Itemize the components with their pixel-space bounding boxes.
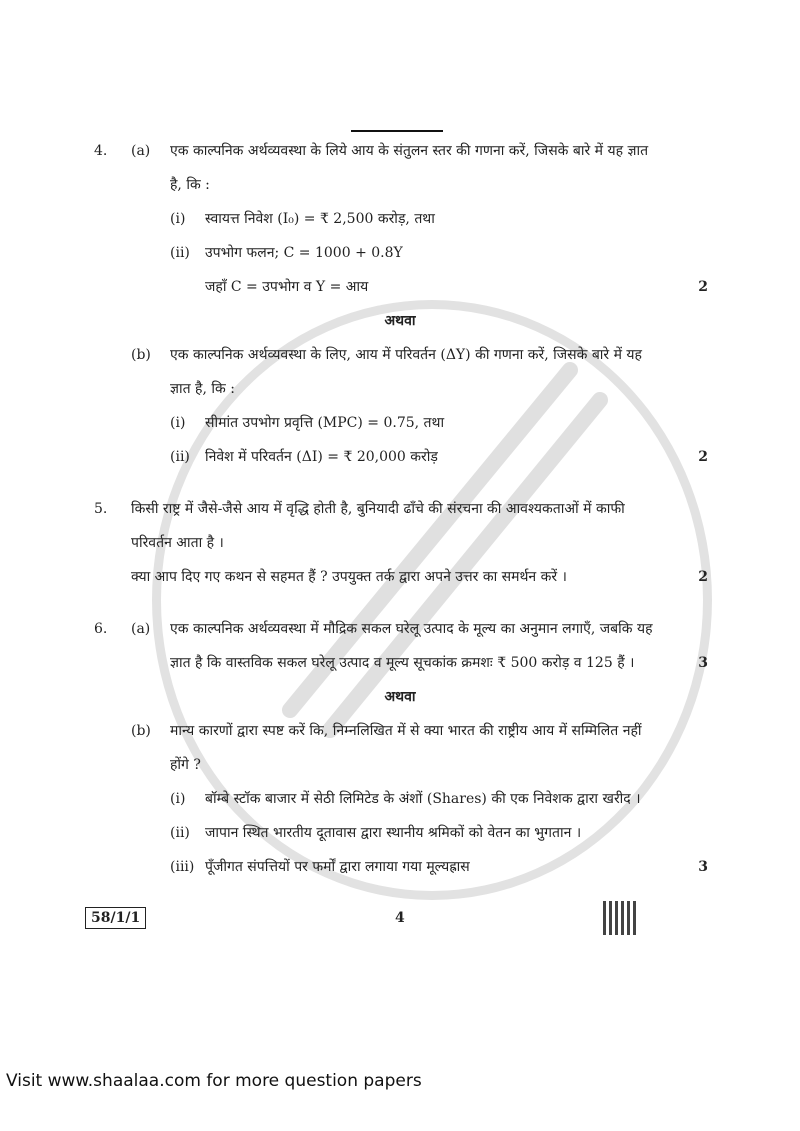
question-text: एक काल्पनिक अर्थव्यवस्था के लिए, आय में परिवर्तन (ΔY) की गणना करें, जिसके बारे में यह bbox=[170, 347, 642, 363]
question-text: क्या आप दिए गए कथन से सहमत हैं ? उपयुक्त तर्क द्वारा अपने उत्तर का समर्थन करें । bbox=[131, 569, 567, 585]
marks: 3 bbox=[698, 859, 708, 875]
question-number: 4. bbox=[94, 143, 108, 159]
subpart-text: निवेश में परिवर्तन (ΔI) = ₹ 20,000 करोड़ bbox=[205, 449, 438, 465]
question-number: 6. bbox=[94, 621, 108, 637]
or-divider: अथवा bbox=[384, 689, 416, 705]
part-label: (a) bbox=[131, 143, 151, 159]
subpart-row bbox=[94, 858, 714, 876]
question-text: है, कि : bbox=[170, 177, 210, 193]
part-label: (b) bbox=[131, 347, 151, 363]
paper-code: 58/1/1 bbox=[85, 907, 146, 929]
qr-code-icon bbox=[603, 901, 637, 935]
question-text: परिवर्तन आता है । bbox=[131, 535, 224, 551]
subpart-text: पूँजीगत संपत्तियों पर फर्मों द्वारा लगाया गया मूल्यह्रास bbox=[205, 859, 470, 875]
question-text: एक काल्पनिक अर्थव्यवस्था में मौद्रिक सकल घरेलू उत्पाद के मूल्य का अनुमान लगाएँ, जबकि यह bbox=[170, 621, 653, 637]
question-row bbox=[94, 756, 714, 774]
question-row bbox=[94, 620, 714, 638]
subpart-text: स्वायत्त निवेश (I₀) = ₹ 2,500 करोड़, तथा bbox=[205, 211, 435, 227]
top-rule bbox=[351, 130, 443, 132]
subpart-text: बॉम्बे स्टॉक बाजार में सेठी लिमिटेड के अंशों (Shares) की एक निवेशक द्वारा खरीद । bbox=[205, 791, 641, 807]
or-divider: अथवा bbox=[384, 313, 416, 329]
question-text: ज्ञात है कि वास्तविक सकल घरेलू उत्पाद व मूल्य सूचकांक क्रमशः ₹ 500 करोड़ व 125 हैं । bbox=[170, 655, 635, 671]
subpart-label: (ii) bbox=[170, 449, 190, 465]
subpart-text: उपभोग फलन; C = 1000 + 0.8Y bbox=[205, 245, 403, 261]
subpart-text: जापान स्थित भारतीय दूतावास द्वारा स्थानीय श्रमिकों को वेतन का भुगतान । bbox=[205, 825, 582, 841]
question-row bbox=[94, 346, 714, 364]
subpart-label: (i) bbox=[170, 211, 186, 227]
subpart-row bbox=[94, 244, 714, 262]
question-row bbox=[94, 568, 714, 586]
question-text: होंगे ? bbox=[170, 757, 201, 773]
question-content bbox=[94, 142, 714, 892]
question-row bbox=[94, 500, 714, 518]
question-row bbox=[94, 380, 714, 398]
question-row bbox=[94, 142, 714, 160]
subpart-row bbox=[94, 824, 714, 842]
question-number: 5. bbox=[94, 501, 108, 517]
subpart-label: (i) bbox=[170, 791, 186, 807]
subpart-label: (iii) bbox=[170, 859, 195, 875]
question-text: मान्य कारणों द्वारा स्पष्ट करें कि, निम्नलिखित में से क्या भारत की राष्ट्रीय आय में सम्मिलित नहीं bbox=[170, 723, 642, 739]
subpart-row bbox=[94, 448, 714, 466]
subpart-label: (ii) bbox=[170, 245, 190, 261]
page-number: 4 bbox=[395, 910, 405, 926]
marks: 3 bbox=[698, 655, 708, 671]
marks: 2 bbox=[698, 569, 708, 585]
subpart-row bbox=[94, 790, 714, 808]
subpart-row bbox=[94, 210, 714, 228]
site-footer-link[interactable]: Visit www.shaalaa.com for more question papers bbox=[6, 1071, 422, 1091]
subpart-row bbox=[94, 414, 714, 432]
question-text: ज्ञात है, कि : bbox=[170, 381, 235, 397]
subpart-text: सीमांत उपभोग प्रवृत्ति (MPC) = 0.75, तथा bbox=[205, 415, 445, 431]
subpart-label: (i) bbox=[170, 415, 186, 431]
question-text: किसी राष्ट्र में जैसे-जैसे आय में वृद्धि होती है, बुनियादी ढाँचे की संरचना की आवश्यकताओं में काफी bbox=[131, 501, 625, 517]
part-label: (a) bbox=[131, 621, 151, 637]
subpart-text: जहाँ C = उपभोग व Y = आय bbox=[205, 279, 369, 295]
subpart-row bbox=[94, 278, 714, 296]
page-footer bbox=[85, 900, 640, 936]
marks: 2 bbox=[698, 279, 708, 295]
question-row bbox=[94, 176, 714, 194]
question-row bbox=[94, 722, 714, 740]
part-label: (b) bbox=[131, 723, 151, 739]
subpart-label: (ii) bbox=[170, 825, 190, 841]
question-row bbox=[94, 534, 714, 552]
question-row bbox=[94, 654, 714, 672]
marks: 2 bbox=[698, 449, 708, 465]
question-text: एक काल्पनिक अर्थव्यवस्था के लिये आय के संतुलन स्तर की गणना करें, जिसके बारे में यह ज्ञात bbox=[170, 143, 649, 159]
